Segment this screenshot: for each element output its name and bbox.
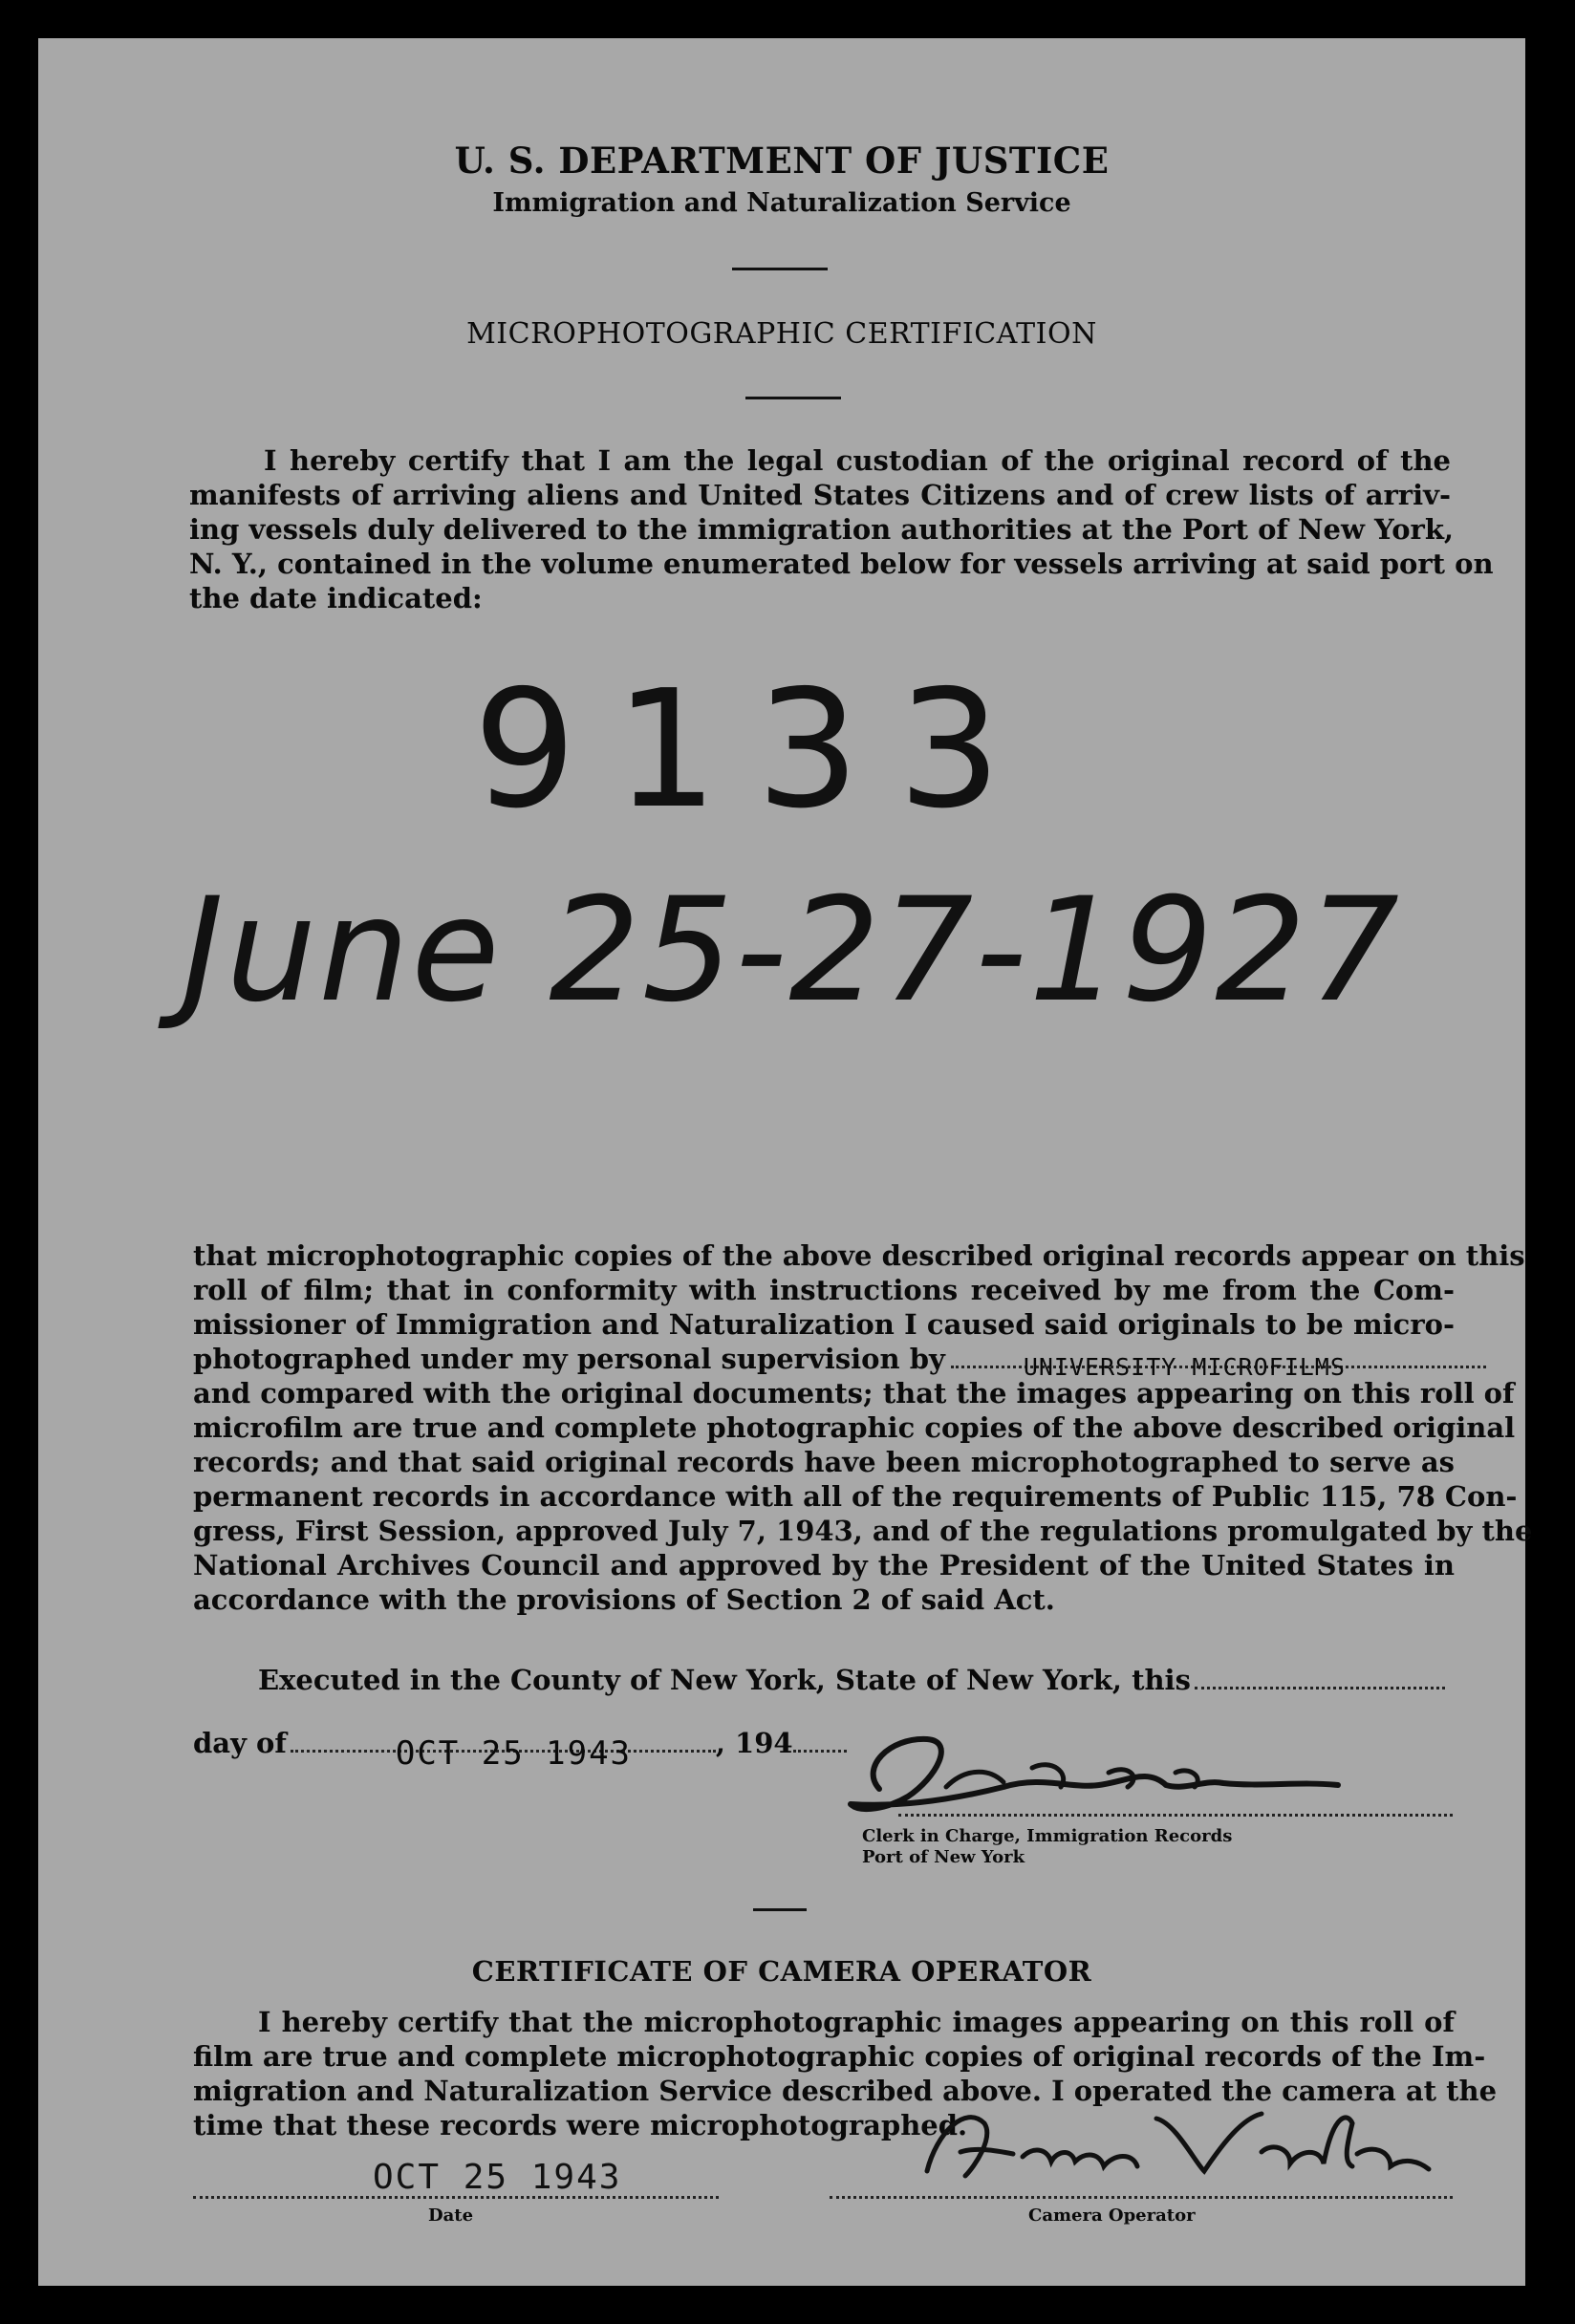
day-of-blank — [291, 1734, 716, 1773]
executed-date-stamp: OCT 25 1943 — [395, 1734, 633, 1773]
executed-day-blank — [1195, 1687, 1445, 1689]
intro-line: ing vessels duly delivered to the immigration authorities at the Port of New York, — [189, 513, 1455, 546]
certification-paragraph — [193, 1238, 1533, 1617]
camera-line: film are true and complete microphotographic copies of original records of the Im- — [193, 2040, 1486, 2073]
certificate-page — [38, 38, 1533, 2286]
camera-operator-signature-line — [830, 2196, 1453, 2199]
supervision-stamp: UNIVERSITY MICROFILMS — [1023, 1353, 1346, 1381]
intro-line: manifests of arriving aliens and United States Citizens and of crew lists of arriv- — [189, 479, 1451, 511]
clerk-signature — [822, 1730, 1386, 1835]
clerk-title-line1: Clerk in Charge, Immigration Records — [862, 1826, 1233, 1846]
clerk-title-line2: Port of New York — [862, 1847, 1025, 1867]
camera-operator-label: Camera Operator — [1028, 2206, 1196, 2226]
camera-line: I hereby certify that the microphotographic images appearing on this roll of — [258, 2006, 1455, 2038]
intro-line: N. Y., contained in the volume enumerated below for vessels arriving at said port on — [189, 548, 1494, 580]
body-line: records; and that said original records have been microphotographed to serve as — [193, 1446, 1455, 1478]
date-label: Date — [428, 2206, 474, 2226]
camera-certificate-title: CERTIFICATE OF CAMERA OPERATOR — [471, 1955, 1092, 1988]
supervision-line — [193, 1342, 1455, 1381]
clerk-signature-line — [898, 1814, 1453, 1817]
camera-operator-signature — [870, 2095, 1443, 2200]
body-line: microfilm are true and complete photographic copies of the above described original — [193, 1411, 1516, 1444]
handwritten-volume-number: 9133 — [473, 656, 1040, 845]
body-line: roll of film; that in conformity with instructions received by me from the Com- — [193, 1274, 1455, 1306]
intro-line: I hereby certify that I am the legal custodian of the original record of the — [264, 444, 1451, 477]
service-subtitle: Immigration and Naturalization Service — [492, 188, 1071, 218]
year-suffix: , 194 — [715, 1727, 793, 1759]
body-line: gress, First Session, approved July 7, 1943, and of the regulations promulgated by the — [193, 1515, 1533, 1547]
intro-paragraph — [189, 443, 1494, 615]
day-of-label: day of — [193, 1727, 287, 1759]
body-line: National Archives Council and approved by the President of the United States in — [193, 1549, 1455, 1582]
executed-text: Executed in the County of New York, State of New York, this — [258, 1664, 1191, 1696]
title-divider — [745, 397, 841, 399]
camera-line: time that these records were microphotographed. — [193, 2109, 968, 2141]
section-divider — [753, 1908, 807, 1911]
day-of-line — [193, 1726, 847, 1773]
body-line: and compared with the original documents; that the images appearing on this roll of — [193, 1377, 1515, 1409]
camera-date-stamp: OCT 25 1943 — [373, 2158, 622, 2197]
body-line: permanent records in accordance with all of the requirements of Public 115, 78 Con- — [193, 1480, 1518, 1513]
handwritten-date-range: June 25-27-1927 — [182, 868, 1402, 1034]
camera-date-blank — [193, 2158, 719, 2199]
form-title: MICROPHOTOGRAPHIC CERTIFICATION — [466, 317, 1097, 351]
body-line: accordance with the provisions of Section 2 of said Act. — [193, 1583, 1055, 1616]
body-line: that microphotographic copies of the above described original records appear on this — [193, 1239, 1525, 1272]
department-title: U. S. DEPARTMENT OF JUSTICE — [454, 140, 1110, 182]
supervision-prefix: photographed under my personal supervision by — [193, 1343, 945, 1375]
camera-line: migration and Naturalization Service described above. I operated the camera at the — [193, 2075, 1498, 2107]
intro-line: the date indicated: — [189, 582, 483, 614]
executed-line — [258, 1663, 1457, 1697]
clerk-title — [862, 1826, 1232, 1868]
body-line: missioner of Immigration and Naturalization I caused said originals to be micro- — [193, 1308, 1455, 1341]
header-divider — [732, 268, 828, 270]
supervision-blank — [951, 1353, 1486, 1381]
